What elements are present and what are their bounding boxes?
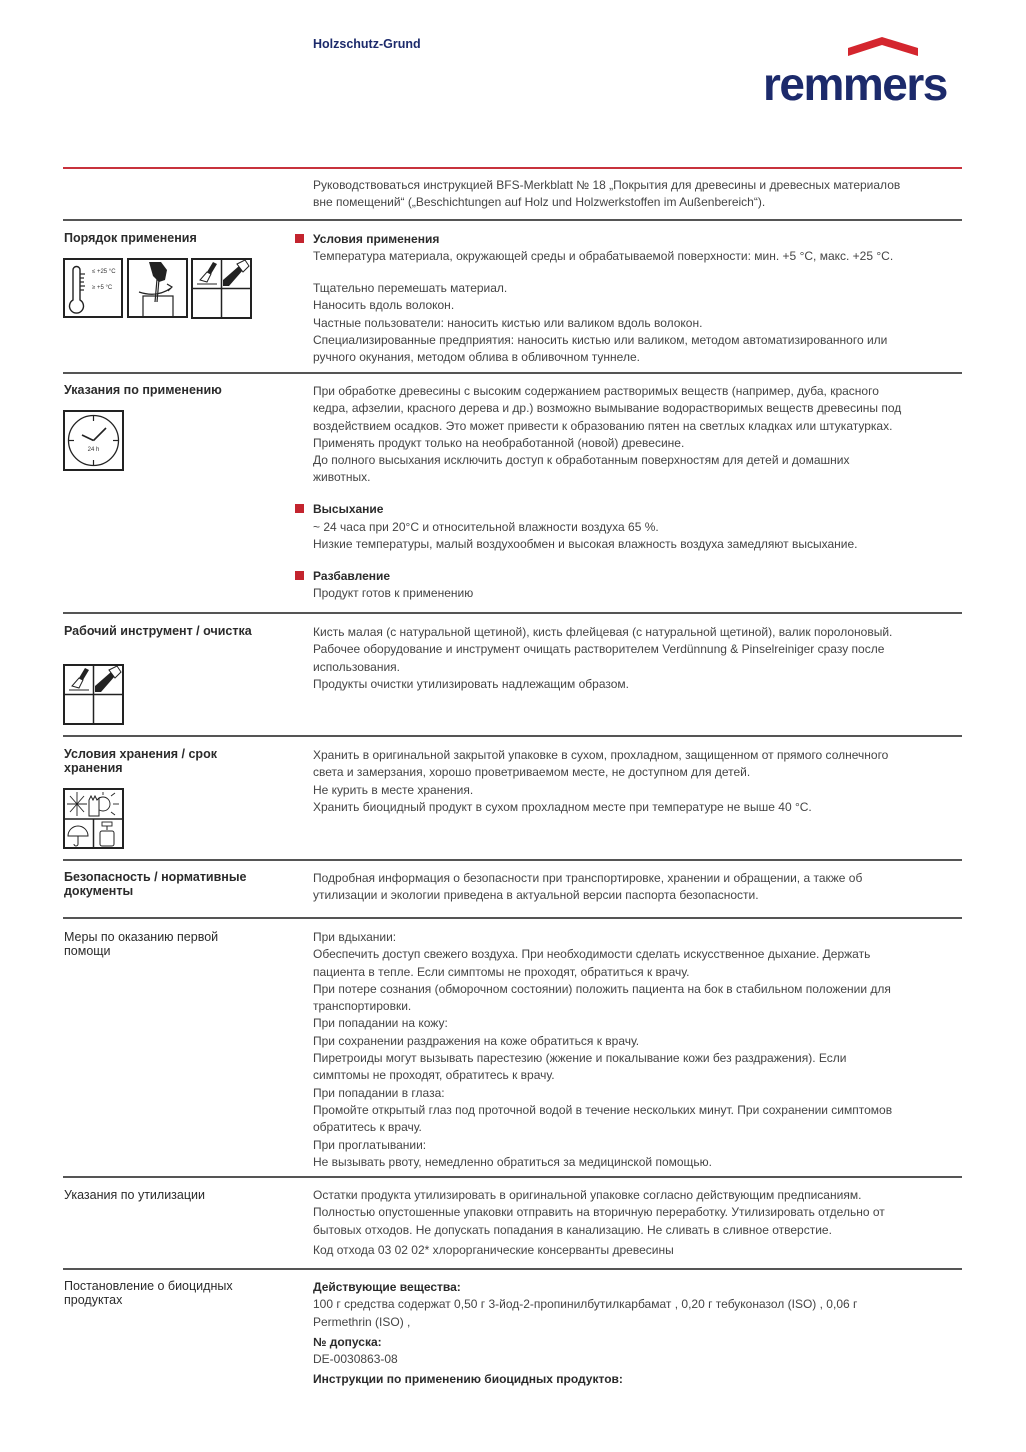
text-line: Наносить вдоль волокон. (313, 298, 455, 313)
bullet-square-icon (295, 571, 304, 580)
text-line: бытовых отходов. Не допускать попадания в канализацию. Не сливать в сливное отверстие. (313, 1222, 832, 1237)
intro-line: вне помещений“ („Beschichtungen auf Holz und Holzwerkstoffen im Außenbereich“). (313, 195, 766, 209)
waste-code: Код отхода 03 02 02* хлорорганические консерванты древесины (313, 1242, 674, 1257)
subheading-conditions: Условия применения (313, 232, 440, 246)
approval-number: DE-0030863-08 (313, 1352, 398, 1367)
text-line: Специализированные предприятия: наносить кистью или валиком, методом автоматизированного или (313, 332, 888, 347)
text-line: ~ 24 часа при 20°C и относительной влажности воздуха 65 %. (313, 519, 659, 534)
section-divider (63, 219, 962, 221)
text-line: пациента в тепле. Если симптомы не проходят, обратиться к врачу. (313, 964, 690, 979)
text-line: При потере сознания (обморочном состоянии) положить пациента на бок в стабильном положении для (313, 981, 891, 996)
text-line: ручного окунания, методом облива в обливочном туннеле. (313, 350, 640, 365)
text-line: 100 г средства содержат 0,50 г 3-йод-2-пропинилбутилкарбамат , 0,20 г тебуконазол (ISO) , 0,06 г (313, 1297, 858, 1312)
text-line: При попадании в глаза: (313, 1085, 445, 1100)
section-label-biocide: Постановление о биоцидных продуктах (64, 1279, 233, 1307)
clock-label: 24 h (87, 447, 100, 453)
section-divider (63, 1176, 962, 1178)
section-divider (63, 917, 962, 919)
section-label-disposal: Указания по утилизации (64, 1188, 205, 1202)
logo-text: remmers (763, 58, 947, 108)
text-line: При сохранении раздражения на коже обратиться к врачу. (313, 1033, 640, 1048)
text-line: Обеспечить доступ свежего воздуха. При необходимости сделать искусственное дыхание. Держать (313, 947, 871, 962)
application-notes-content (313, 383, 963, 602)
tools-content (313, 624, 963, 693)
text-line: Частные пользователи: наносить кистью или валиком вдоль волокон. (313, 315, 703, 330)
section-label-application-order: Порядок применения (64, 231, 197, 245)
safety-content (313, 870, 963, 905)
intro-text (313, 177, 963, 211)
intro-line: Руководствоваться инструкцией BFS-Merkblatt № 18 „Покрытия для древесины и древесных материалов (313, 178, 901, 192)
text-line: утилизации и экологии приведена в актуальной версии паспорта безопасности. (313, 888, 759, 903)
brush-roller-icon (63, 664, 124, 725)
brush-roller-icon (191, 258, 252, 319)
text-line: Промойте открытый глаз под проточной водой в течение нескольких минут. При сохранении симптомов (313, 1102, 893, 1117)
text-line: Подробная информация о безопасности при транспортировке, хранении и обращении, а также об (313, 871, 863, 885)
section-divider (63, 372, 962, 374)
section-divider (63, 735, 962, 737)
bullet-square-icon (295, 504, 304, 513)
text-line: Пиретроиды могут вызывать парестезию (жжение и покалывание кожи без раздражения). Если (313, 1051, 847, 1066)
text-line: Продукты очистки утилизировать надлежащим образом. (313, 676, 629, 691)
text-line: Продукт готов к применению (313, 585, 474, 600)
remmers-logo (762, 36, 964, 108)
text-line: Рабочее оборудование и инструмент очищать растворителем Verdünnung & Pinselreiniger сразу после (313, 642, 885, 657)
text-line: Полностью опустошенные упаковки отправить на вторичную переработку. Утилизировать отдельно от (313, 1205, 885, 1220)
storage-content (313, 747, 963, 816)
thermometer-icon (63, 258, 123, 318)
text-line: Температура материала, окружающей среды и обрабатываемой поверхности: мин. +5 °C, макс. +25 °C. (313, 249, 894, 264)
stir-icon (127, 258, 188, 318)
section-label-application-notes: Указания по применению (64, 383, 222, 397)
application-order-content (313, 231, 963, 367)
section-label-storage: Условия хранения / срок хранения (64, 747, 217, 775)
product-name: Holzschutz-Grund (313, 37, 421, 51)
text-line: При попадании на кожу: (313, 1016, 448, 1031)
active-substances-heading: Действующие вещества: (313, 1280, 461, 1294)
text-line: При проглатывании: (313, 1137, 427, 1152)
header-divider (63, 167, 962, 169)
logo-roof-icon (848, 37, 918, 56)
section-divider (63, 1268, 962, 1270)
section-label-safety: Безопасность / нормативные документы (64, 870, 247, 898)
section-label-tools: Рабочий инструмент / очистка (64, 624, 252, 638)
text-line: симптомы не проходят, обратитесь к врачу. (313, 1068, 555, 1083)
text-line: Кисть малая (с натуральной щетиной), кисть флейцевая (с натуральной щетиной), валик поролоновый. (313, 625, 893, 639)
text-line: Остатки продукта утилизировать в оригинальной упаковке согласно действующим предписаниям. (313, 1188, 862, 1202)
approval-heading: № допуска: (313, 1334, 382, 1349)
disposal-content (313, 1187, 963, 1259)
section-divider (63, 859, 962, 861)
clock-24h-icon (63, 410, 124, 471)
text-line: Permethrin (ISO) , (313, 1314, 411, 1329)
section-divider (63, 612, 962, 614)
text-line: Не вызывать рвоту, немедленно обратиться за медицинской помощью. (313, 1154, 712, 1169)
text-line: Хранить в оригинальной закрытой упаковке в сухом, прохладном, защищенном от прямого солнечного (313, 748, 889, 762)
text-line: При обработке древесины с высоким содержанием растворимых веществ (например, дуба, красного (313, 384, 879, 398)
text-line: Низкие температуры, малый воздухообмен и высокая влажность воздуха замедляют высыхание. (313, 536, 858, 551)
text-line: транспортировки. (313, 999, 412, 1014)
text-line: Не курить в месте хранения. (313, 782, 474, 797)
text-line: животных. (313, 470, 371, 485)
text-line: Хранить биоцидный продукт в сухом прохладном месте при температуре не выше 40 °C. (313, 799, 812, 814)
text-line: обратитесь к врачу. (313, 1120, 422, 1135)
text-line: света и замерзания, хорошо проветриваемом месте, не доступном для детей. (313, 765, 751, 780)
section-label-first-aid: Меры по оказанию первой помощи (64, 930, 219, 958)
text-line: Применять продукт только на необработанной (новой) древесине. (313, 435, 685, 450)
text-line: кедра, афзелии, красного дерева и др.) возможно вымывание водорастворимых веществ древесины под (313, 401, 902, 416)
first-aid-content (313, 929, 963, 1171)
subheading-dilution: Разбавление (313, 568, 391, 583)
bullet-square-icon (295, 234, 304, 243)
text-line: воздействием осадков. Это может привести к образованию пятен на светлых кладках или штукатурках. (313, 418, 893, 433)
thermo-max-label: ≤ +25 °C (92, 269, 116, 275)
text-line: До полного высыхания исключить доступ к обработанным поверхностям для детей и домашних (313, 453, 850, 468)
thermo-min-label: ≥ +5 °C (92, 285, 113, 291)
storage-conditions-icon (63, 788, 124, 849)
text-line: Тщательно перемешать материал. (313, 281, 508, 296)
text-line: При вдыхании: (313, 930, 397, 944)
biocide-content (313, 1279, 963, 1389)
text-line: использования. (313, 659, 400, 674)
subheading-drying: Высыхание (313, 502, 384, 517)
instructions-heading: Инструкции по применению биоцидных продуктов: (313, 1372, 623, 1387)
